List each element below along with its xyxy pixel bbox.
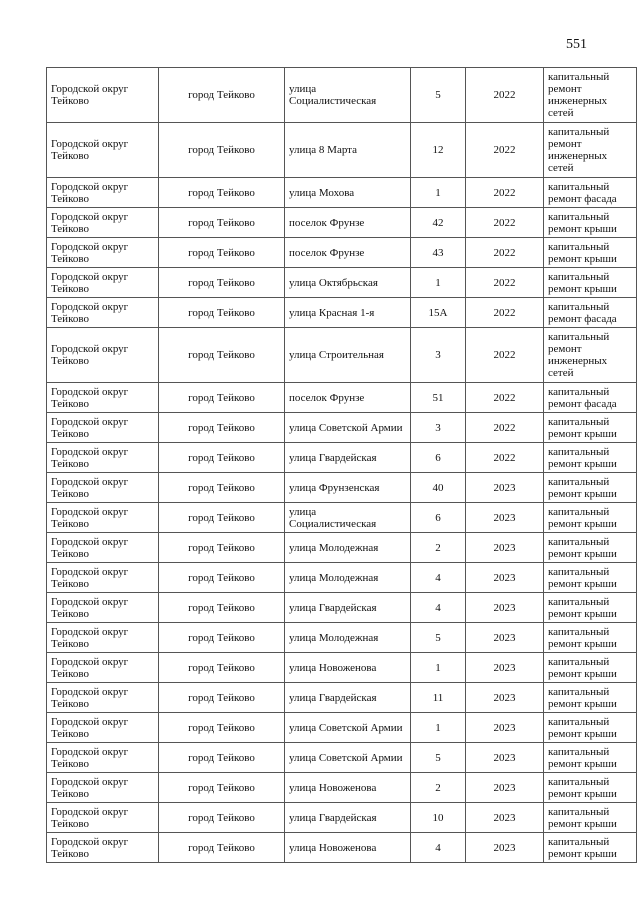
cell-district: Городской округ Тейково bbox=[47, 208, 159, 238]
cell-year: 2023 bbox=[466, 743, 544, 773]
cell-house-number: 10 bbox=[411, 803, 466, 833]
cell-street: улица Советской Армии bbox=[285, 743, 411, 773]
cell-year: 2022 bbox=[466, 68, 544, 123]
cell-year: 2023 bbox=[466, 473, 544, 503]
cell-street: поселок Фрунзе bbox=[285, 383, 411, 413]
table-row bbox=[47, 653, 637, 683]
cell-district: Городской округ Тейково bbox=[47, 328, 159, 383]
cell-work-type: капитальный ремонт крыши bbox=[544, 653, 637, 683]
cell-district: Городской округ Тейково bbox=[47, 298, 159, 328]
table-row bbox=[47, 268, 637, 298]
cell-house-number: 5 bbox=[411, 68, 466, 123]
cell-year: 2023 bbox=[466, 653, 544, 683]
table-row bbox=[47, 773, 637, 803]
cell-year: 2022 bbox=[466, 383, 544, 413]
cell-house-number: 1 bbox=[411, 268, 466, 298]
cell-house-number: 5 bbox=[411, 623, 466, 653]
cell-house-number: 51 bbox=[411, 383, 466, 413]
cell-house-number: 6 bbox=[411, 443, 466, 473]
cell-year: 2022 bbox=[466, 268, 544, 298]
cell-city: город Тейково bbox=[159, 268, 285, 298]
cell-district: Городской округ Тейково bbox=[47, 593, 159, 623]
table-row bbox=[47, 328, 637, 383]
cell-district: Городской округ Тейково bbox=[47, 413, 159, 443]
cell-district: Городской округ Тейково bbox=[47, 503, 159, 533]
cell-district: Городской округ Тейково bbox=[47, 533, 159, 563]
table-row bbox=[47, 593, 637, 623]
cell-city: город Тейково bbox=[159, 593, 285, 623]
cell-house-number: 2 bbox=[411, 533, 466, 563]
cell-street: улица Новоженова bbox=[285, 653, 411, 683]
cell-work-type: капитальный ремонт крыши bbox=[544, 503, 637, 533]
cell-street: улица Молодежная bbox=[285, 563, 411, 593]
cell-city: город Тейково bbox=[159, 68, 285, 123]
cell-city: город Тейково bbox=[159, 413, 285, 443]
cell-street: улица Мохова bbox=[285, 178, 411, 208]
cell-city: город Тейково bbox=[159, 623, 285, 653]
cell-house-number: 2 bbox=[411, 773, 466, 803]
cell-street: поселок Фрунзе bbox=[285, 208, 411, 238]
cell-house-number: 3 bbox=[411, 413, 466, 443]
cell-year: 2023 bbox=[466, 713, 544, 743]
table-row bbox=[47, 833, 637, 863]
table-row bbox=[47, 298, 637, 328]
cell-work-type: капитальный ремонт крыши bbox=[544, 563, 637, 593]
cell-house-number: 1 bbox=[411, 713, 466, 743]
cell-street: улица Фрунзенская bbox=[285, 473, 411, 503]
cell-district: Городской округ Тейково bbox=[47, 443, 159, 473]
table-body bbox=[47, 68, 637, 863]
cell-street: улица Молодежная bbox=[285, 533, 411, 563]
cell-year: 2023 bbox=[466, 563, 544, 593]
cell-district: Городской округ Тейково bbox=[47, 623, 159, 653]
cell-street: улица Гвардейская bbox=[285, 683, 411, 713]
cell-city: город Тейково bbox=[159, 743, 285, 773]
cell-district: Городской округ Тейково bbox=[47, 473, 159, 503]
cell-house-number: 12 bbox=[411, 123, 466, 178]
cell-street: улица Гвардейская bbox=[285, 593, 411, 623]
cell-work-type: капитальный ремонт крыши bbox=[544, 268, 637, 298]
cell-street: улица Строительная bbox=[285, 328, 411, 383]
cell-house-number: 40 bbox=[411, 473, 466, 503]
cell-year: 2023 bbox=[466, 683, 544, 713]
cell-year: 2022 bbox=[466, 413, 544, 443]
repair-schedule-table bbox=[46, 67, 637, 863]
table-row bbox=[47, 413, 637, 443]
cell-district: Городской округ Тейково bbox=[47, 563, 159, 593]
cell-work-type: капитальный ремонт крыши bbox=[544, 473, 637, 503]
cell-district: Городской округ Тейково bbox=[47, 68, 159, 123]
table-row bbox=[47, 683, 637, 713]
cell-district: Городской округ Тейково bbox=[47, 178, 159, 208]
cell-street: улица Гвардейская bbox=[285, 443, 411, 473]
cell-year: 2023 bbox=[466, 773, 544, 803]
cell-house-number: 1 bbox=[411, 178, 466, 208]
cell-work-type: капитальный ремонт инженерных сетей bbox=[544, 68, 637, 123]
cell-street: улица Гвардейская bbox=[285, 803, 411, 833]
table-row bbox=[47, 563, 637, 593]
cell-house-number: 11 bbox=[411, 683, 466, 713]
cell-work-type: капитальный ремонт крыши bbox=[544, 743, 637, 773]
cell-street: улица Социалистическая bbox=[285, 68, 411, 123]
cell-house-number: 3 bbox=[411, 328, 466, 383]
cell-street: улица Новоженова bbox=[285, 773, 411, 803]
cell-year: 2022 bbox=[466, 178, 544, 208]
cell-house-number: 4 bbox=[411, 563, 466, 593]
cell-district: Городской округ Тейково bbox=[47, 238, 159, 268]
cell-work-type: капитальный ремонт крыши bbox=[544, 208, 637, 238]
cell-city: город Тейково bbox=[159, 443, 285, 473]
cell-work-type: капитальный ремонт инженерных сетей bbox=[544, 328, 637, 383]
cell-street: улица Советской Армии bbox=[285, 413, 411, 443]
cell-house-number: 5 bbox=[411, 743, 466, 773]
cell-city: город Тейково bbox=[159, 653, 285, 683]
cell-city: город Тейково bbox=[159, 503, 285, 533]
cell-city: город Тейково bbox=[159, 683, 285, 713]
cell-year: 2022 bbox=[466, 298, 544, 328]
cell-year: 2023 bbox=[466, 593, 544, 623]
table-row bbox=[47, 743, 637, 773]
cell-city: город Тейково bbox=[159, 563, 285, 593]
table-row bbox=[47, 238, 637, 268]
cell-street: улица Советской Армии bbox=[285, 713, 411, 743]
cell-year: 2023 bbox=[466, 803, 544, 833]
cell-district: Городской округ Тейково bbox=[47, 383, 159, 413]
cell-street: улица Новоженова bbox=[285, 833, 411, 863]
cell-year: 2023 bbox=[466, 533, 544, 563]
cell-work-type: капитальный ремонт крыши bbox=[544, 683, 637, 713]
cell-city: город Тейково bbox=[159, 773, 285, 803]
cell-city: город Тейково bbox=[159, 123, 285, 178]
cell-work-type: капитальный ремонт фасада bbox=[544, 298, 637, 328]
cell-work-type: капитальный ремонт крыши bbox=[544, 413, 637, 443]
table-row bbox=[47, 503, 637, 533]
cell-district: Городской округ Тейково bbox=[47, 268, 159, 298]
cell-district: Городской округ Тейково bbox=[47, 123, 159, 178]
cell-district: Городской округ Тейково bbox=[47, 743, 159, 773]
table-row bbox=[47, 803, 637, 833]
cell-district: Городской округ Тейково bbox=[47, 833, 159, 863]
cell-city: город Тейково bbox=[159, 328, 285, 383]
table-row bbox=[47, 208, 637, 238]
cell-house-number: 4 bbox=[411, 833, 466, 863]
cell-district: Городской округ Тейково bbox=[47, 653, 159, 683]
cell-work-type: капитальный ремонт крыши bbox=[544, 238, 637, 268]
cell-work-type: капитальный ремонт инженерных сетей bbox=[544, 123, 637, 178]
cell-street: улица Красная 1-я bbox=[285, 298, 411, 328]
cell-city: город Тейково bbox=[159, 473, 285, 503]
cell-city: город Тейково bbox=[159, 383, 285, 413]
cell-street: улица Молодежная bbox=[285, 623, 411, 653]
cell-city: город Тейково bbox=[159, 208, 285, 238]
cell-work-type: капитальный ремонт фасада bbox=[544, 178, 637, 208]
cell-work-type: капитальный ремонт крыши bbox=[544, 773, 637, 803]
table-row bbox=[47, 178, 637, 208]
table-row bbox=[47, 473, 637, 503]
cell-house-number: 15А bbox=[411, 298, 466, 328]
cell-work-type: капитальный ремонт крыши bbox=[544, 623, 637, 653]
cell-street: улица 8 Марта bbox=[285, 123, 411, 178]
cell-work-type: капитальный ремонт крыши bbox=[544, 713, 637, 743]
cell-district: Городской округ Тейково bbox=[47, 803, 159, 833]
cell-year: 2022 bbox=[466, 123, 544, 178]
cell-year: 2023 bbox=[466, 623, 544, 653]
cell-district: Городской округ Тейково bbox=[47, 713, 159, 743]
table-row bbox=[47, 68, 637, 123]
cell-city: город Тейково bbox=[159, 178, 285, 208]
table-row bbox=[47, 533, 637, 563]
cell-year: 2022 bbox=[466, 238, 544, 268]
cell-work-type: капитальный ремонт крыши bbox=[544, 593, 637, 623]
cell-year: 2023 bbox=[466, 503, 544, 533]
cell-work-type: капитальный ремонт крыши bbox=[544, 833, 637, 863]
table-row bbox=[47, 443, 637, 473]
cell-house-number: 43 bbox=[411, 238, 466, 268]
cell-work-type: капитальный ремонт крыши bbox=[544, 803, 637, 833]
cell-city: город Тейково bbox=[159, 298, 285, 328]
cell-city: город Тейково bbox=[159, 833, 285, 863]
cell-year: 2022 bbox=[466, 208, 544, 238]
cell-city: город Тейково bbox=[159, 713, 285, 743]
cell-year: 2023 bbox=[466, 833, 544, 863]
page-number: 551 bbox=[566, 37, 587, 52]
table-row bbox=[47, 713, 637, 743]
table-row bbox=[47, 123, 637, 178]
cell-work-type: капитальный ремонт фасада bbox=[544, 383, 637, 413]
cell-house-number: 6 bbox=[411, 503, 466, 533]
cell-house-number: 42 bbox=[411, 208, 466, 238]
cell-city: город Тейково bbox=[159, 533, 285, 563]
table-row bbox=[47, 383, 637, 413]
cell-year: 2022 bbox=[466, 328, 544, 383]
table-row bbox=[47, 623, 637, 653]
cell-city: город Тейково bbox=[159, 238, 285, 268]
cell-street: улица Социалистическая bbox=[285, 503, 411, 533]
cell-city: город Тейково bbox=[159, 803, 285, 833]
cell-district: Городской округ Тейково bbox=[47, 773, 159, 803]
cell-year: 2022 bbox=[466, 443, 544, 473]
cell-district: Городской округ Тейково bbox=[47, 683, 159, 713]
cell-street: улица Октябрьская bbox=[285, 268, 411, 298]
cell-street: поселок Фрунзе bbox=[285, 238, 411, 268]
cell-house-number: 1 bbox=[411, 653, 466, 683]
cell-work-type: капитальный ремонт крыши bbox=[544, 533, 637, 563]
cell-house-number: 4 bbox=[411, 593, 466, 623]
cell-work-type: капитальный ремонт крыши bbox=[544, 443, 637, 473]
